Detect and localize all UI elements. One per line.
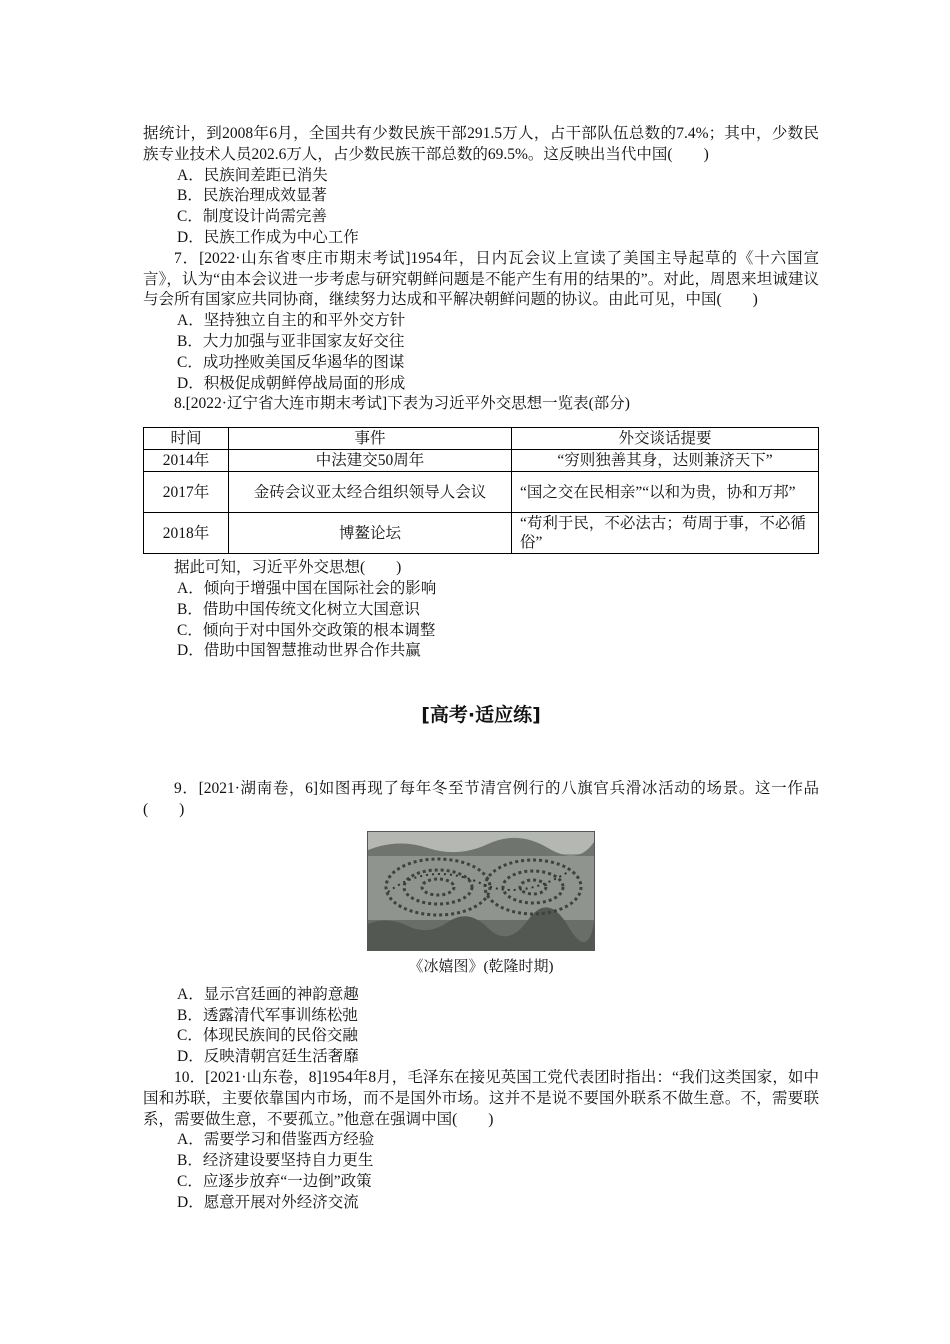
diplomacy-table (143, 427, 819, 554)
table-cell: 2017年 (144, 472, 229, 513)
table-cell: 2014年 (144, 450, 229, 472)
question-6-option-c[interactable]: C．制度设计尚需完善 (177, 208, 327, 226)
question-7-stem: 7．[2022·山东省枣庄市期末考试]1954年，日内瓦会议上宣读了美国主导起草的《十六国宣言》，认为“由本会议进一步考虑与研究朝鲜问题是不能产生有用的结果的”。对此，周恩来坦诚建议与会所有国家应共同协商，继续努力达成和平解决朝鲜问题的协议。由此可见，中国( ) (143, 249, 819, 309)
table-cell: 金砖会议亚太经合组织领导人会议 (229, 472, 512, 513)
question-7-option-d[interactable]: D．积极促成朝鲜停战局面的形成 (177, 374, 406, 392)
table-cell: 2018年 (144, 513, 229, 554)
question-9-option-a[interactable]: A．显示宫廷画的神韵意趣 (177, 985, 359, 1003)
table-header-cell: 时间 (144, 428, 229, 450)
table-header-row (144, 428, 819, 450)
table-row (144, 472, 819, 513)
table-cell: “穷则独善其身，达则兼济天下” (512, 450, 819, 472)
question-7-option-b[interactable]: B．大力加强与亚非国家友好交往 (177, 332, 405, 350)
question-9-option-b[interactable]: B．透露清代军事训练松弛 (177, 1006, 358, 1024)
question-9-stem: 9．[2021·湖南卷，6]如图再现了每年冬至节清宫例行的八旗官兵滑冰活动的场景。这一作品( ) (143, 780, 819, 818)
table-cell: 博鳌论坛 (229, 513, 512, 554)
table-row (144, 513, 819, 554)
question-8-option-c[interactable]: C．倾向于对中国外交政策的根本调整 (177, 621, 436, 639)
painting-caption: 《冰嬉图》(乾隆时期) (408, 958, 554, 975)
painting-illustration (368, 832, 594, 950)
question-8-option-d[interactable]: D．借助中国智慧推动世界合作共赢 (177, 642, 421, 660)
question-9-option-c[interactable]: C．体现民族间的民俗交融 (177, 1027, 358, 1045)
question-6-option-b[interactable]: B．民族治理成效显著 (177, 187, 327, 205)
question-10-option-a[interactable]: A．需要学习和借鉴西方经验 (177, 1131, 375, 1149)
question-7-option-c[interactable]: C．成功挫败美国反华遏华的图谋 (177, 353, 405, 371)
table-row (144, 450, 819, 472)
question-10-option-b[interactable]: B．经济建设要坚持自力更生 (177, 1152, 374, 1170)
section-title: [高考·适应练] (421, 704, 541, 727)
page-content (143, 124, 819, 1214)
table-cell: 中法建交50周年 (229, 450, 512, 472)
question-6-stem: 据统计，到2008年6月，全国共有少数民族干部291.5万人，占干部队伍总数的7.4%；其中，少数民族专业技术人员202.6万人，占少数民族干部总数的69.5%。这反映出当代中国( ) (143, 125, 819, 163)
question-8-option-a[interactable]: A．倾向于增强中国在国际社会的影响 (177, 579, 437, 597)
question-8-stem: 8.[2022·辽宁省大连市期末考试]下表为习近平外交思想一览表(部分) (174, 395, 630, 413)
question-8-prompt: 据此可知，习近平外交思想( ) (174, 559, 402, 577)
question-10-option-d[interactable]: D．愿意开展对外经济交流 (177, 1193, 359, 1211)
table-header-cell: 事件 (229, 428, 512, 450)
table-cell: “苟利于民，不必法古；苟周于事，不必循俗” (512, 513, 819, 554)
question-9-option-d[interactable]: D．反映清朝宫廷生活奢靡 (177, 1048, 359, 1066)
question-7-option-a[interactable]: A．坚持独立自主的和平外交方针 (177, 312, 406, 330)
table-cell: “国之交在民相亲”“以和为贵，协和万邦” (512, 472, 819, 513)
question-10-stem: 10．[2021·山东卷，8]1954年8月，毛泽东在接见英国工党代表团时指出：“我们这类国家，如中国和苏联，主要依靠国内市场，而不是国外市场。这并不是说不要国外联系不做生意。不，需要联系，需要做生意，不要孤立。”他意在强调中国( ) (143, 1068, 819, 1128)
question-6-option-a[interactable]: A．民族间差距已消失 (177, 166, 328, 184)
table-header-cell: 外交谈话提要 (512, 428, 819, 450)
question-6-option-d[interactable]: D．民族工作成为中心工作 (177, 228, 359, 246)
ice-play-painting-image (367, 831, 595, 951)
question-8-option-b[interactable]: B．借助中国传统文化树立大国意识 (177, 600, 420, 618)
question-10-option-c[interactable]: C．应逐步放弃“一边倒”政策 (177, 1172, 372, 1190)
